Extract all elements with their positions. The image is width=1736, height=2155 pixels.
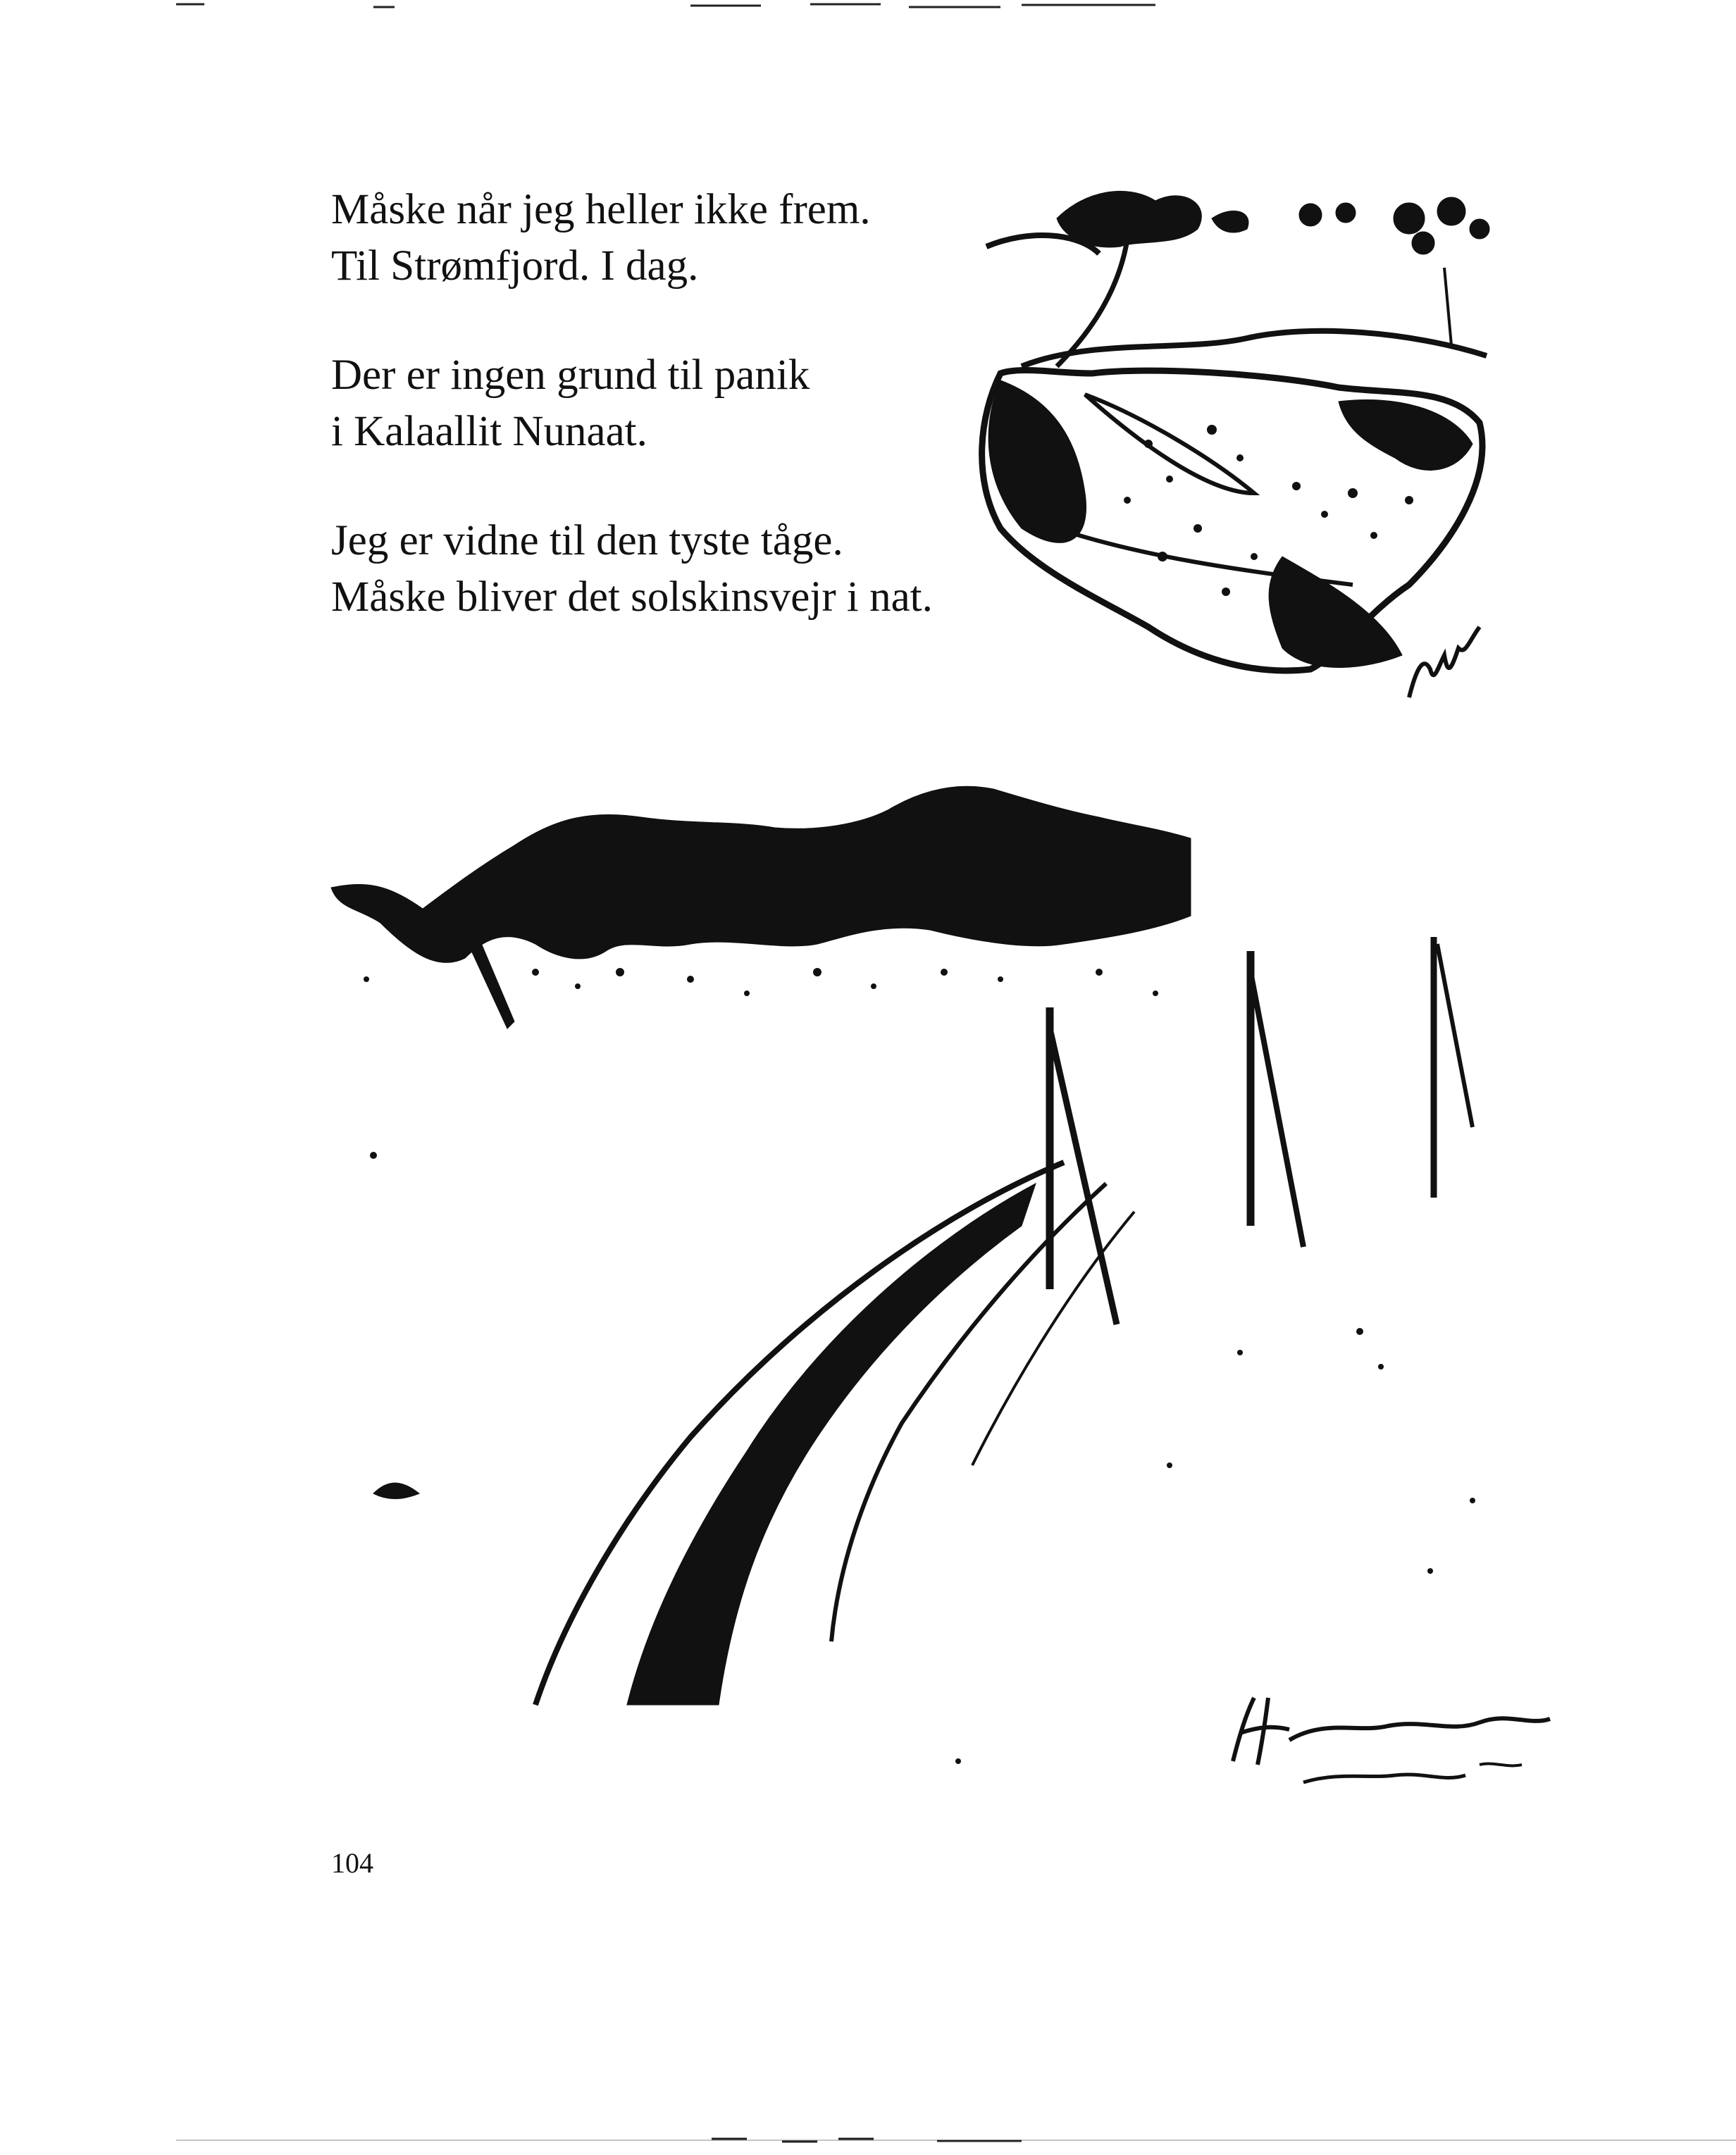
poem [331,182,1008,678]
poem-line: Jeg er vidne til den tyste tåge. [331,517,843,564]
scan-artifact-top [0,0,1736,14]
poem-stanza-2 [331,347,1008,460]
poem-line: Der er ingen grund til panik [331,352,810,399]
poem-stanza-1 [331,182,1008,294]
landscape-sketch-illustration [324,761,1557,1874]
poem-line: Måske når jeg heller ikke frem. [331,186,871,233]
rock-sketch-illustration [916,162,1536,726]
poem-line: Måske bliver det solskinsvejr i nat. [331,573,933,621]
poem-line: Til Strømfjord. I dag. [331,242,699,290]
scan-artifact-bottom [0,2135,1736,2149]
poem-stanza-3 [331,513,1008,626]
poem-line: i Kalaallit Nunaat. [331,408,647,455]
page-number: 104 [331,1847,373,1879]
